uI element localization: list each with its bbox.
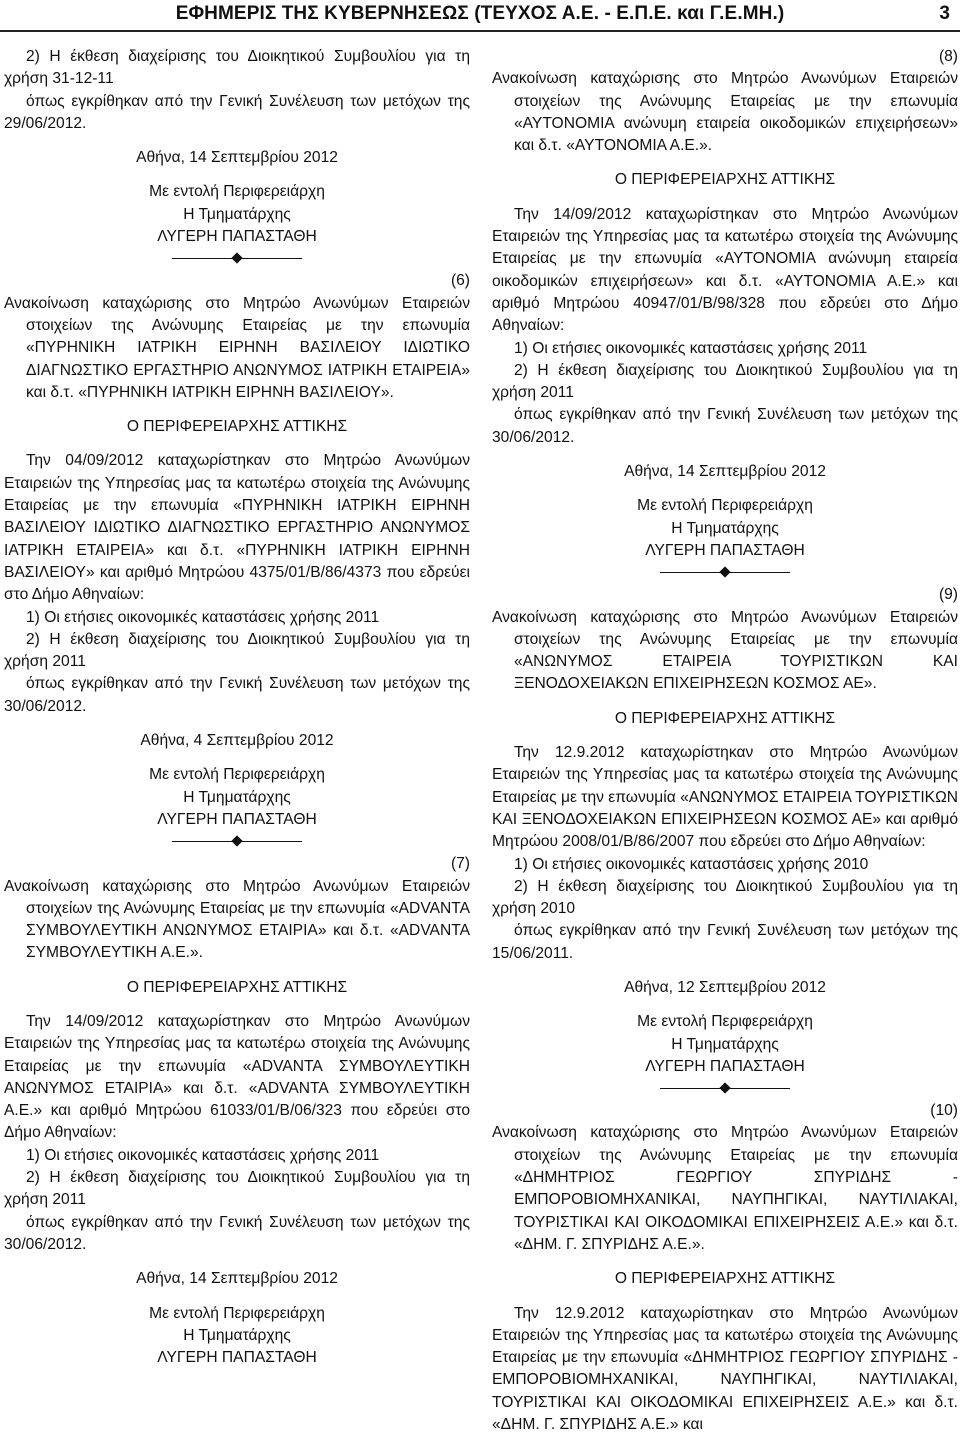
approval-text: όπως εγκρίθηκαν από την Γενική Συνέλευση των μετόχων της 30/06/2012. [4, 675, 470, 715]
authority-heading: Ο ΠΕΡΙΦΕΡΕΙΑΡΧΗΣ ΑΤΤΙΚΗΣ [126, 418, 348, 436]
notice-title: Ανακοίνωση καταχώρισης στο Μητρώο Ανωνύμων Εταιρειών στοιχείων της Ανώνυμης Εταιρείας με την επωνυμία «ΑΝΩΝΥΜΟΣ ΕΤΑΙΡΕΙΑ ΤΟΥΡΙΣΤΙΚΩΝ ΚΑΙ ΞΕΝΟΔΟΧΕΙΑΚΩΝ ΕΠΙΧΕΙΡΗΣΕΩΝ ΚΟΣΜΟΣ ΑΕ». [492, 608, 958, 693]
right-column [492, 46, 958, 1436]
item-2: 2) Η έκθεση διαχείρισης του Διοικητικού Συμβουλίου για τη χρήση 2011 [4, 1169, 470, 1209]
item-2: 2) Η έκθεση διαχείρισης του Διοικητικού Συμβουλίου για τη χρήση 2011 [4, 630, 470, 671]
header-rule [0, 30, 960, 32]
sign-role: Η Τμηματάρχης [671, 519, 779, 537]
approval-text: όπως εγκρίθηκαν από την Γενική Συνέλευση των μετόχων της 30/06/2012. [492, 406, 958, 446]
authority-heading: Ο ΠΕΡΙΦΕΡΕΙΑΡΧΗΣ ΑΤΤΙΚΗΣ [614, 1270, 836, 1288]
notice-body: Την 12.9.2012 καταχωρίστηκαν στο Μητρώο Ανωνύμων Εταιρειών της Υπηρεσίας μας τα κατωτέρω στοιχεία της Ανώνυμης Εταιρείας με την επωνυμία «ΑΝΩΝΥΜΟΣ ΕΤΑΙΡΕΙΑ ΤΟΥΡΙΣΤΙΚΩΝ ΚΑΙ ΞΕΝΟΔΟΧΕΙΑΚΩΝ ΕΠΙΧΕΙΡΗΣΕΩΝ ΚΟΣΜΟΣ ΑΕ» και αριθμό Μητρώου 2008/01/Β/86/2007 που εδρεύει στο Δήμο Αθηναίων: [492, 744, 958, 851]
notice-number: (7) [450, 855, 470, 873]
page-header [0, 0, 960, 34]
authority-heading: Ο ΠΕΡΙΦΕΡΕΙΑΡΧΗΣ ΑΤΤΙΚΗΣ [126, 978, 348, 996]
sign-order: Με εντολή Περιφερειάρχη [149, 183, 325, 201]
sign-name: ΛΥΓΕΡΗ ΠΑΠΑΣΤΑΘΗ [645, 1057, 805, 1075]
item-2: 2) Η έκθεση διαχείρισης του Διοικητικού Συμβουλίου για τη χρήση 31-12-11 [4, 48, 470, 88]
notice-body: Την 12.9.2012 καταχωρίστηκαν στο Μητρώο Ανωνύμων Εταιρειών της Υπηρεσίας μας τα κατωτέρω στοιχεία της Ανώνυμης Εταιρείας με την επωνυμία «ΔΗΜΗΤΡΙΟΣ ΓΕΩΡΓΙΟΥ ΣΠΥΡΙΔΗΣ - ΕΜΠΟΡΟΒΙΟΜΗΧΑΝΙΚΑΙ, ΝΑΥΠΗΓΙΚΑΙ, ΝΑΥΤΙΛΙΑΚΑΙ, ΤΟΥΡΙΣΤΙΚΑΙ ΚΑΙ ΟΙΚΟΔΟΜΙΚΑΙ ΕΠΙΧΕΙΡΗΣΕΙΣ Α.Ε.» και δ.τ. «ΔΗΜ. Γ. ΣΠΥΡΙΔΗΣ Α.Ε.» και [492, 1304, 958, 1434]
sign-role: Η Τμηματάρχης [671, 1035, 779, 1053]
sign-name: ΛΥΓΕΡΗ ΠΑΠΑΣΤΑΘΗ [645, 541, 805, 559]
diamond-icon [231, 253, 242, 264]
authority-heading: Ο ΠΕΡΙΦΕΡΕΙΑΡΧΗΣ ΑΤΤΙΚΗΣ [614, 171, 836, 189]
notice-title: Ανακοίνωση καταχώρισης στο Μητρώο Ανωνύμων Εταιρειών στοιχείων της Ανώνυμης Εταιρείας με την επωνυμία «ΠΥΡΗΝΙΚΗ ΙΑΤΡΙΚΗ ΕΙΡΗΝΗ ΒΑΣΙΛΕΙΟΥ ΙΔΙΩΤΙΚΟ ΔΙΑΓΝΩΣΤΙΚΟ ΕΡΓΑΣΤΗΡΙΟ ΑΝΩΝΥΜΟΣ ΙΑΤΡΙΚΗ ΕΤΑΙΡΕΙΑ» και δ.τ. «ΠΥΡΗΝΙΚΗ ΙΑΤΡΙΚΗ ΕΙΡΗΝΗ ΒΑΣΙΛΕΙΟΥ». [4, 294, 470, 401]
sign-date: Αθήνα, 14 Σεπτεμβρίου 2012 [136, 1270, 338, 1288]
notice-body: Την 14/09/2012 καταχωρίστηκαν στο Μητρώο Ανωνύμων Εταιρειών της Υπηρεσίας μας τα κατωτέρω στοιχεία της Ανώνυμης Εταιρείας με την επωνυμία «ΑΥΤΟΝΟΜΙΑ ανώνυμη εταιρεία οικοδομικών επιχειρήσεων» και δ.τ. «ΑΥΤΟΝΟΜΙΑ Α.Ε.» και αριθμό Μητρώου 40947/01/Β/98/328 που εδρεύει στο Δήμο Αθηναίων: [492, 205, 958, 335]
item-2: 2) Η έκθεση διαχείρισης του Διοικητικού Συμβουλίου για τη χρήση 2011 [492, 361, 958, 402]
diamond-icon [231, 836, 242, 847]
sign-role: Η Τμηματάρχης [183, 788, 291, 806]
left-column [4, 46, 470, 1369]
item-1: 1) Οι ετήσιες οικονομικές καταστάσεις χρήσης 2011 [514, 339, 868, 357]
approval-text: όπως εγκρίθηκαν από την Γενική Συνέλευση των μετόχων της 29/06/2012. [4, 92, 470, 132]
notice-body: Την 04/09/2012 καταχωρίστηκαν στο Μητρώο Ανωνύμων Εταιρειών της Υπηρεσίας μας τα κατωτέρω στοιχεία της Ανώνυμης Εταιρείας με την επωνυμία «ΠΥΡΗΝΙΚΗ ΙΑΤΡΙΚΗ ΕΙΡΗΝΗ ΒΑΣΙΛΕΙΟΥ ΙΔΙΩΤΙΚΟ ΔΙΑΓΝΩΣΤΙΚΟ ΕΡΓΑΣΤΗΡΙΟ ΑΝΩΝΥΜΟΣ ΙΑΤΡΙΚΗ ΕΤΑΙΡΕΙΑ» και δ.τ. «ΠΥΡΗΝΙΚΗ ΙΑΤΡΙΚΗ ΕΙΡΗΝΗ ΒΑΣΙΛΕΙΟΥ» και αριθμό Μητρώου 4375/01/Β/86/4373 που εδρεύει στο Δήμο Αθηναίων: [4, 452, 470, 604]
diamond-icon [719, 567, 730, 578]
section-divider [4, 831, 470, 853]
page-number: 3 [939, 3, 950, 24]
item-2: 2) Η έκθεση διαχείρισης του Διοικητικού Συμβουλίου για τη χρήση 2010 [492, 877, 958, 918]
sign-order: Με εντολή Περιφερειάρχη [637, 497, 813, 515]
section-divider [4, 248, 470, 270]
item-1: 1) Οι ετήσιες οικονομικές καταστάσεις χρήσης 2011 [26, 1146, 380, 1164]
item-1: 1) Οι ετήσιες οικονομικές καταστάσεις χρήσης 2010 [514, 855, 869, 873]
diamond-icon [719, 1083, 730, 1094]
section-divider [492, 562, 958, 584]
notice-title: Ανακοίνωση καταχώρισης στο Μητρώο Ανωνύμων Εταιρειών στοιχείων της Ανώνυμης Εταιρείας με την επωνυμία «ADVANTA ΣΥΜΒΟΥΛΕΥΤΙΚΗ ΑΝΩΝΥΜΟΣ ΕΤΑΙΡΙΑ» και δ.τ. «ADVANTA ΣΥΜΒΟΥΛΕΥΤΙΚΗ Α.Ε.». [4, 877, 470, 962]
approval-text: όπως εγκρίθηκαν από την Γενική Συνέλευση των μετόχων της 30/06/2012. [4, 1213, 470, 1253]
sign-order: Με εντολή Περιφερειάρχη [637, 1013, 813, 1031]
notice-number: (6) [450, 272, 470, 290]
sign-order: Με εντολή Περιφερειάρχη [149, 766, 325, 784]
sign-name: ΛΥΓΕΡΗ ΠΑΠΑΣΤΑΘΗ [157, 810, 317, 828]
sign-order: Με εντολή Περιφερειάρχη [149, 1304, 325, 1322]
notice-title: Ανακοίνωση καταχώρισης στο Μητρώο Ανωνύμων Εταιρειών στοιχείων της Ανώνυμης Εταιρείας με την επωνυμία «ΑΥΤΟΝΟΜΙΑ ανώνυμη εταιρεία οικοδομικών επιχειρήσεων» και δ.τ. «ΑΥΤΟΝΟΜΙΑ Α.Ε.». [492, 70, 958, 155]
item-1: 1) Οι ετήσιες οικονομικές καταστάσεις χρήσης 2011 [26, 608, 380, 626]
sign-name: ΛΥΓΕΡΗ ΠΑΠΑΣΤΑΘΗ [157, 228, 317, 246]
sign-role: Η Τμηματάρχης [183, 1326, 291, 1344]
gazette-title: ΕΦΗΜΕΡΙΣ ΤΗΣ ΚΥΒΕΡΝΗΣΕΩΣ (ΤΕΥΧΟΣ Α.Ε. - Ε.Π.Ε. και Γ.Ε.ΜΗ.) [175, 3, 785, 24]
notice-number: (8) [938, 48, 958, 65]
sign-name: ΛΥΓΕΡΗ ΠΑΠΑΣΤΑΘΗ [157, 1349, 317, 1367]
sign-role: Η Τμηματάρχης [183, 205, 291, 223]
approval-text: όπως εγκρίθηκαν από την Γενική Συνέλευση των μετόχων της 15/06/2011. [492, 922, 958, 962]
notice-number: (9) [938, 586, 958, 604]
sign-date: Αθήνα, 12 Σεπτεμβρίου 2012 [624, 978, 826, 996]
notice-body: Την 14/09/2012 καταχωρίστηκαν στο Μητρώο Ανωνύμων Εταιρειών της Υπηρεσίας μας τα κατωτέρω στοιχεία της Ανώνυμης Εταιρείας με την επωνυμία «ADVANTA ΣΥΜΒΟΥΛΕΥΤΙΚΗ ΑΝΩΝΥΜΟΣ ΕΤΑΙΡΙΑ» και δ.τ. «ADVANTA ΣΥΜΒΟΥΛΕΥΤΙΚΗ Α.Ε.» και αριθμό Μητρώου 61033/01/Β/06/323 που εδρεύει στο Δήμο Αθηναίων: [4, 1012, 470, 1142]
sign-date: Αθήνα, 14 Σεπτεμβρίου 2012 [136, 149, 338, 167]
notice-number: (10) [930, 1102, 958, 1120]
section-divider [492, 1078, 958, 1100]
authority-heading: Ο ΠΕΡΙΦΕΡΕΙΑΡΧΗΣ ΑΤΤΙΚΗΣ [614, 709, 836, 727]
sign-date: Αθήνα, 4 Σεπτεμβρίου 2012 [140, 732, 334, 750]
sign-date: Αθήνα, 14 Σεπτεμβρίου 2012 [624, 463, 826, 481]
notice-title: Ανακοίνωση καταχώρισης στο Μητρώο Ανωνύμων Εταιρειών στοιχείων της Ανώνυμης Εταιρείας με την επωνυμία «ΔΗΜΗΤΡΙΟΣ ΓΕΩΡΓΙΟΥ ΣΠΥΡΙΔΗΣ - ΕΜΠΟΡΟΒΙΟΜΗΧΑΝΙΚΑΙ, ΝΑΥΠΗΓΙΚΑΙ, ΝΑΥΤΙΛΙΑΚΑΙ, ΤΟΥΡΙΣΤΙΚΑΙ ΚΑΙ ΟΙΚΟΔΟΜΙΚΑΙ ΕΠΙΧΕΙΡΗΣΕΙΣ Α.Ε.» και δ.τ. «ΔΗΜ. Γ. ΣΠΥΡΙΔΗΣ Α.Ε.». [492, 1124, 958, 1253]
